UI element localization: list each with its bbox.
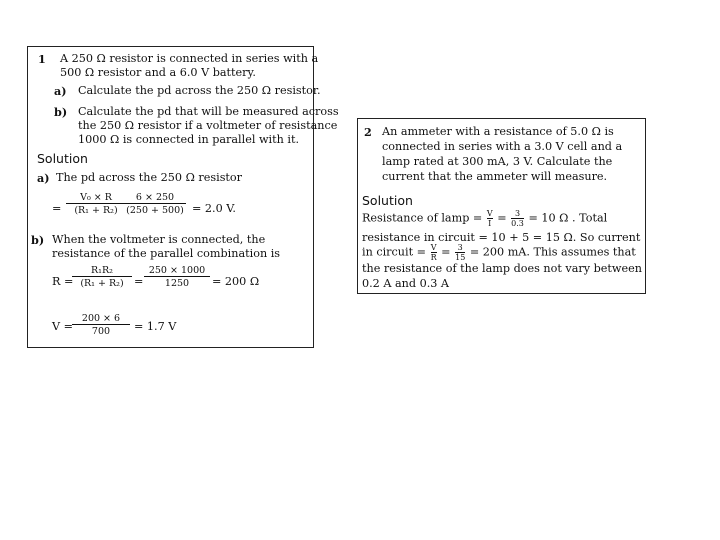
solution-line: the resistance of the lamp does not vary between — [362, 262, 642, 275]
equals-sign: = — [52, 202, 62, 215]
part-b-text: the 250 Ω resistor if a voltmeter of resistance — [78, 119, 338, 132]
equation-fraction: 6 × 250 (250 + 500) — [124, 192, 186, 216]
question-stem: 500 Ω resistor and a 6.0 V battery. — [60, 66, 256, 79]
question-2-panel — [357, 118, 646, 294]
question-number: 2 — [364, 125, 372, 139]
equals-sign: = — [134, 275, 144, 288]
solution-line: 0.2 A and 0.3 A — [362, 277, 450, 290]
equation-fraction: R₁R₂ (R₁ + R₂) — [72, 265, 132, 289]
question-1-panel — [27, 46, 339, 348]
equation-result: = 1.7 V — [134, 320, 177, 333]
equation-fraction: 250 × 1000 1250 — [144, 265, 210, 289]
question-text: An ammeter with a resistance of 5.0 Ω is — [382, 125, 614, 138]
equation-fraction: V₀ × R (R₁ + R₂) — [66, 192, 126, 216]
equation-result: = 200 Ω — [212, 275, 260, 288]
part-b-text: 1000 Ω is connected in parallel with it. — [78, 133, 300, 146]
solution-part-label: b) — [31, 233, 45, 247]
equation-lhs: R = — [52, 275, 74, 288]
solution-line: Resistance of lamp = $\frac{V}{I}$ = $\frac{3}{0.3}$ = 10 Ω . Total — [362, 209, 608, 228]
solution-b-text: resistance of the parallel combination is — [52, 247, 281, 260]
part-label: a) — [54, 84, 67, 98]
solution-line: resistance in circuit = 10 + 5 = 15 Ω. So current — [362, 231, 641, 244]
equation-result: = 2.0 V. — [192, 202, 236, 215]
question-text: current that the ammeter will measure. — [382, 170, 608, 183]
part-label: b) — [54, 105, 68, 119]
solution-heading: Solution — [37, 151, 88, 166]
solution-part-label: a) — [37, 171, 50, 185]
equation-fraction: 200 × 6 700 — [72, 313, 130, 337]
solution-b-text: When the voltmeter is connected, the — [52, 233, 266, 246]
equation-lhs: V = — [52, 320, 74, 333]
question-text: connected in series with a 3.0 V cell and a — [382, 140, 623, 153]
question-number: 1 — [38, 52, 46, 66]
question-stem: A 250 Ω resistor is connected in series with a — [60, 52, 319, 65]
solution-a-text: The pd across the 250 Ω resistor — [56, 171, 243, 184]
part-a-text: Calculate the pd across the 250 Ω resistor. — [78, 84, 321, 97]
question-text: lamp rated at 300 mA, 3 V. Calculate the — [382, 155, 613, 168]
solution-line: in circuit = $\frac{V}{R}$ = $\frac{3}{15}$ = 200 mA. This assumes that — [362, 243, 636, 262]
solution-heading: Solution — [362, 193, 413, 208]
part-b-text: Calculate the pd that will be measured across — [78, 105, 339, 118]
